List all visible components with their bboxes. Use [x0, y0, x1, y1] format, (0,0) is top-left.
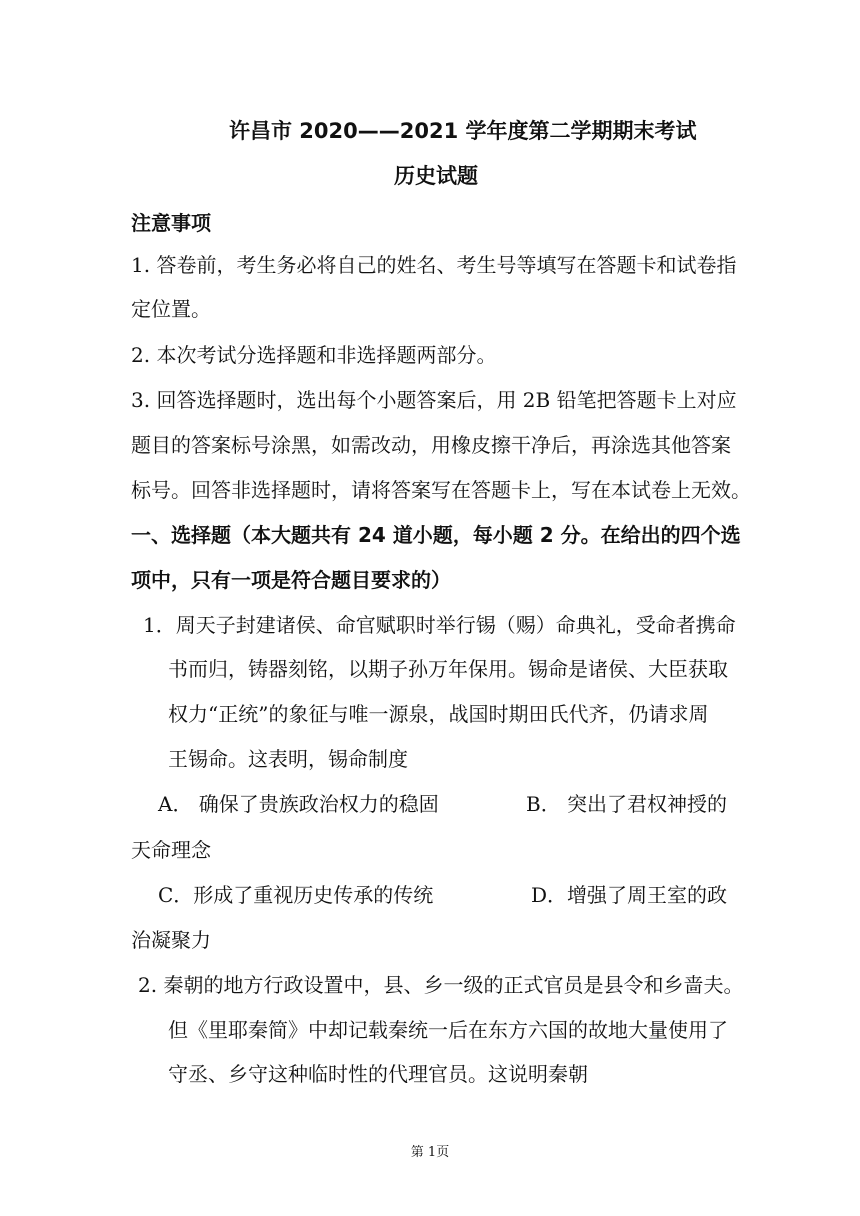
notice-item-2: 2. 本次考试分选择题和非选择题两部分。 [131, 343, 497, 367]
notice-item-3-line-2: 题目的答案标号涂黑，如需改动，用橡皮擦干净后，再涂选其他答案 [131, 433, 731, 457]
question-2-line-3: 守丞、乡守这种临时性的代理官员。这说明秦朝 [168, 1062, 588, 1086]
page-number: 第 1页 [410, 1145, 450, 1160]
exam-subtitle: 历史试题 [394, 164, 478, 188]
question-1-option-b-line-1: B． 突出了君权神授的 [526, 792, 728, 816]
question-1-line-2: 书而归，铸器刻铭，以期子孙万年保用。锡命是诸侯、大臣获取 [168, 657, 728, 681]
question-2-line-2: 但《里耶秦简》中却记载秦统一后在东方六国的故地大量使用了 [168, 1018, 728, 1042]
question-1-option-d-line-2: 治凝聚力 [131, 928, 211, 952]
question-1-option-a: A． 确保了贵族政治权力的稳固 [158, 792, 439, 816]
question-1-line-4: 王锡命。这表明，锡命制度 [168, 747, 408, 771]
question-1-option-b-line-2: 天命理念 [131, 838, 211, 862]
question-1-line-1: 1．周天子封建诸侯、命官赋职时举行锡（赐）命典礼，受命者携命 [143, 613, 736, 637]
question-1-option-c: C．形成了重视历史传承的传统 [158, 883, 434, 907]
section-heading-line-2: 项中，只有一项是符合题目要求的） [131, 568, 451, 592]
notice-item-3-line-3: 标号。回答非选择题时，请将答案写在答题卡上，写在本试卷上无效。 [131, 478, 751, 502]
question-2-line-1: 2. 秦朝的地方行政设置中，县、乡一级的正式官员是县令和乡啬夫。 [138, 973, 744, 997]
section-heading-line-1: 一、选择题（本大题共有 24 道小题，每小题 2 分。在给出的四个选 [131, 523, 741, 547]
exam-title: 许昌市 2020——2021 学年度第二学期期末考试 [229, 119, 697, 143]
question-1-option-d-line-1: D．增强了周王室的政 [531, 883, 728, 907]
notice-item-3-line-1: 3. 回答选择题时，选出每个小题答案后，用 2B 铅笔把答题卡上对应 [131, 388, 737, 412]
notice-item-1-line-2: 定位置。 [131, 297, 211, 321]
question-1-line-3: 权力“正统”的象征与唯一源泉，战国时期田氏代齐，仍请求周 [168, 702, 709, 726]
notice-heading: 注意事项 [131, 211, 211, 235]
notice-item-1-line-1: 1. 答卷前，考生务必将自己的姓名、考生号等填写在答题卡和试卷指 [131, 253, 737, 277]
